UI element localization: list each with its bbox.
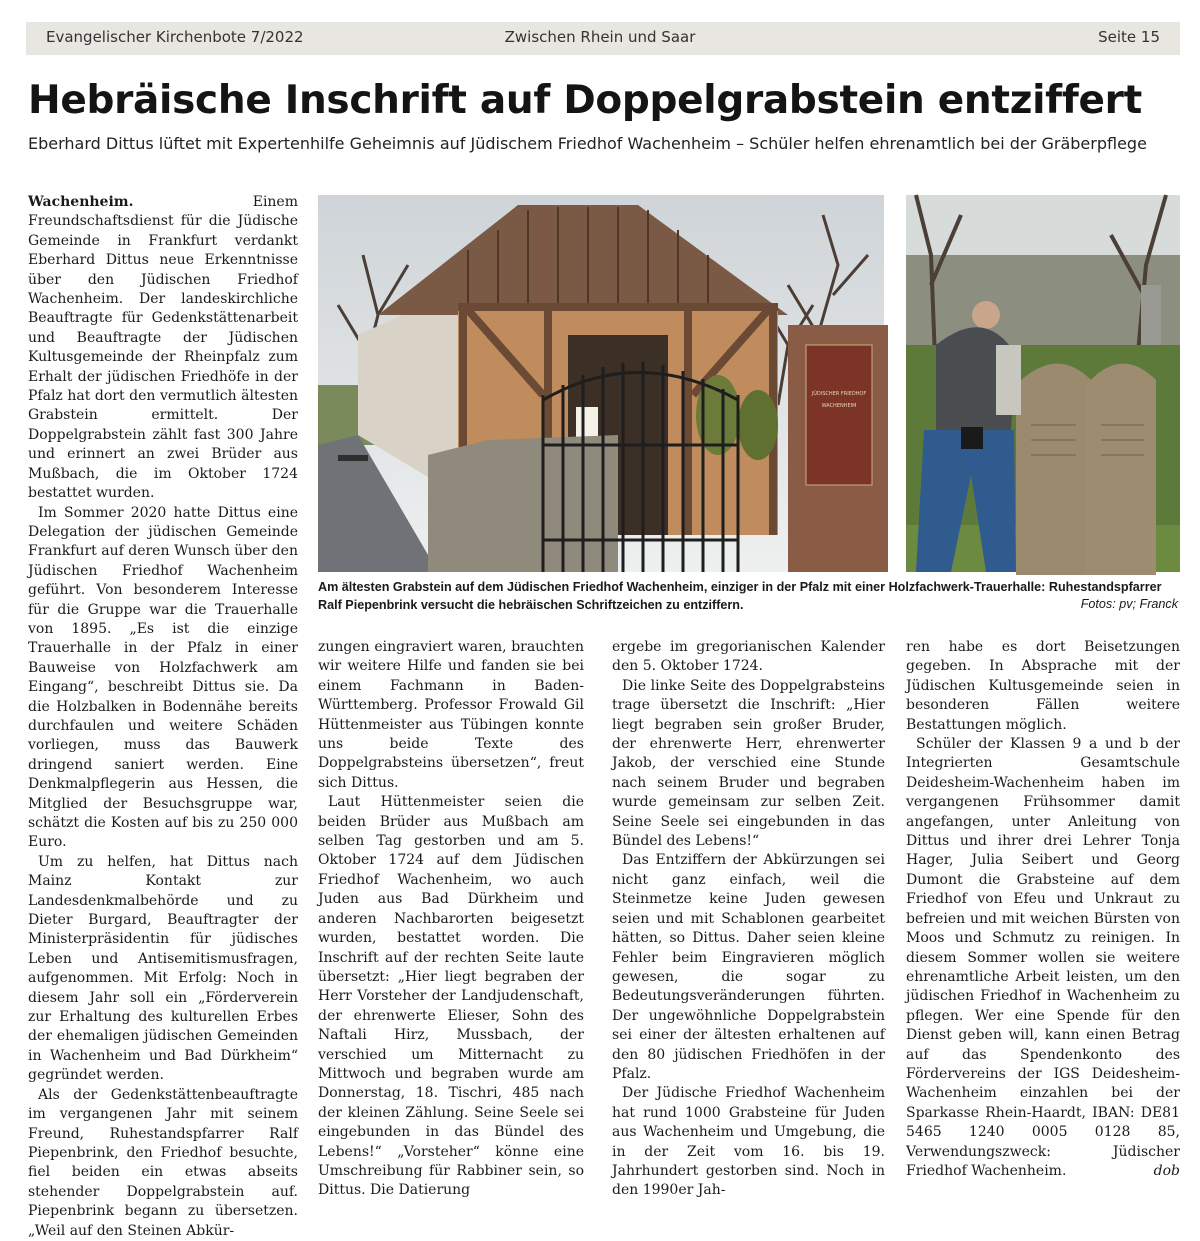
publication-name: Evangelischer Kirchenbote 7/2022 — [46, 28, 304, 46]
paragraph-text: Schüler der Klassen 9 a und b der Integrierten Gesamtschule Deidesheim-Wachenheim haben im vergangenen Frühsommer damit angefangen, unter Anleitung von Dittus und ihrer drei Lehrer Tonja Hager, Julia Seibert und Georg Dumont die Grabsteine auf dem Friedhof von Efeu und Unkraut zu befreien und mit weichen Bürsten von Moos und Schmutz zu reinigen. In diesem Sommer wollen sie weitere ehrenamtliche Arbeit leisten, um den jüdischen Friedhof in Wachenheim zu pflegen. Wer eine Spende für den Dienst geben will, kann einen Betrag auf das Spendenkonto des Fördervereins der IGS Deidesheim-Wachenheim einzahlen bei der Sparkasse Rhein-Haardt, IBAN: DE81 5465 1240 0005 0128 85, Verwendungszweck: Jüdischer Friedhof Wachenheim. — [906, 736, 1180, 1179]
photo-credit: Fotos: pv; Franck — [1080, 597, 1178, 611]
paragraph: ren habe es dort Beisetzungen gegeben. In Absprache mit der Jüdischen Kultusgemeinde seien in besonderen Fällen weitere Bestattungen möglich. — [906, 639, 1180, 733]
paragraph: zungen eingraviert waren, brauchten wir weitere Hilfe und fanden sie bei einem Fachmann in Baden-Württemberg. Professor Frowald Gil Hüttenmeister aus Tübingen konnte uns beide Texte des Doppelgrabsteins übersetzen“, freut sich Dittus. — [318, 639, 584, 791]
paragraph: Im Sommer 2020 hatte Dittus eine Delegation der jüdischen Gemeinde Frankfurt auf deren Wunsch über den Jüdischen Friedhof Wachenheim geführt. Von besonderem Interesse für die Gruppe war die Trauerhalle von 1895. „Es ist die einzige Trauerhalle in der Pfalz in einer Bauweise von Holzfachwerk am Eingang“, beschreibt Dittus sie. Da die Holzbalken in Bodennähe bereits durchfaulen und weitere Schäden vorliegen, muss das Bauwerk dringend saniert werden. Eine Denkmalpflegerin aus Hessen, die Mitglied der Besuchsgruppe war, schätzt die Kosten auf bis zu 250 000 Euro. — [28, 504, 298, 851]
sign-line-2: WACHENHEIM — [821, 403, 857, 409]
paragraph: Das Entziffern der Abkürzungen sei nicht ganz einfach, weil die Steinmetze keine Juden gewesen seien und mit Schablonen gearbeitet hätten, so Dittus. Daher seien kleine Fehler beim Eingravieren möglich gewesen, die sogar zu Bedeutungsveränderungen führten. Der ungewöhnliche Doppelgrabstein sei einer der ältesten erhaltenen auf den 80 jüdischen Friedhöfen in der Pfalz. — [612, 852, 885, 1082]
article-column-1 — [28, 193, 298, 1239]
page-number: Seite 15 — [1098, 28, 1160, 46]
section-title: Zwischen Rhein und Saar — [504, 28, 696, 46]
paragraph: Der Jüdische Friedhof Wachenheim hat rund 1000 Grabsteine für Juden aus Wachenheim und Umgebung, die in der Zeit vom 16. bis 19. Jahrhundert gestorben sind. Noch in den 1990er Jah- — [612, 1085, 885, 1199]
dateline: Wachenheim. — [28, 194, 134, 210]
author-signature: dob — [1153, 1162, 1180, 1179]
article-subheadline: Eberhard Dittus lüftet mit Expertenhilfe Geheimnis auf Jüdischem Friedhof Wachenheim – Schüler helfen ehrenamtlich bei der Gräberpflege — [28, 134, 1147, 153]
paragraph-text: Einem Freundschaftsdienst für die Jüdische Gemeinde in Frankfurt verdankt Eberhard Dittus neue Erkenntnisse über den Jüdischen Friedhof Wachenheim. Der landeskirchliche Beauftragte für Gedenkstättenarbeit und Beauftragte der Jüdischen Kultusgemeinde der Rheinpfalz zum Erhalt der jüdischen Friedhöfe in der Pfalz hat dort den vermutlich ältesten Grabstein ermittelt. Der Doppelgrabstein zählt fast 300 Jahre und erinnert an zwei Brüder aus Mußbach, die im Oktober 1724 bestattet wurden. — [28, 194, 298, 502]
article-column-3 — [612, 638, 885, 1199]
article-column-2 — [318, 638, 584, 1199]
paragraph — [906, 735, 1180, 1181]
photo-pastor-gravestone — [906, 195, 1180, 572]
photo-mourning-hall — [318, 195, 884, 572]
paragraph: Um zu helfen, hat Dittus nach Mainz Kontakt zur Landesdenkmalbehörde und zu Dieter Burgard, Beauftragter der Ministerpräsidentin für jüdisches Leben und Antisemitismusfragen, aufgenommen. Mit Erfolg: Noch in diesem Jahr soll ein „Förderverein zur Erhaltung des kulturellen Erbes der ehemaligen jüdischen Gemeinden in Wachenheim und Bad Dürkheim“ gegründet werden. — [28, 853, 298, 1084]
article-headline: Hebräische Inschrift auf Doppelgrabstein entziffert — [28, 78, 1142, 123]
photo-caption: Am ältesten Grabstein auf dem Jüdischen Friedhof Wachenheim, einziger in der Pfalz mit einer Holzfachwerk-Trauerhalle: Ruhestandspfarrer Ralf Piepenbrink versucht die hebräischen Schriftzeichen zu entziffern. — [318, 580, 1162, 612]
paragraph: Laut Hüttenmeister seien die beiden Brüder aus Mußbach am selben Tag gestorben und am 5. Oktober 1724 auf dem Jüdischen Friedhof Wachenheim, wo auch Juden aus Bad Dürkheim und anderen Nachbarorten beigesetzt wurden, bestattet worden. Die Inschrift auf der rechten Seite laute übersetzt: „Hier liegt begraben der Herr Vorsteher der Landjudenschaft, der ehrenwerte Elieser, Sohn des Naftali Hirz, Mussbach, der verschied um Mitternacht zu Mittwoch und begraben wurde am Donnerstag, 18. Tischri, 485 nach der kleinen Zählung. Seine Seele sei eingebunden in das Bündel des Lebens!“ „Vorsteher“ könne eine Umschreibung für Rabbiner sein, so Dittus. Die Datierung — [318, 794, 584, 1199]
paragraph: Die linke Seite des Doppelgrabsteins trage übersetzt die Inschrift: „Hier liegt begraben sein großer Bruder, der ehrenwerte Herr, ehrenwerter Jakob, der verschied eine Stunde nach seinem Bruder und begraben wurde gemeinsam zur selben Zeit. Seine Seele sei eingebunden in das Bündel des Lebens!“ — [612, 677, 885, 850]
article-column-4 — [906, 638, 1180, 1179]
paragraph — [28, 193, 298, 504]
paragraph: ergebe im gregorianischen Kalender den 5. Oktober 1724. — [612, 639, 885, 675]
sign-line-1: JÜDISCHER FRIEDHOF — [811, 391, 867, 397]
paragraph: Als der Gedenkstättenbeauftragte im vergangenen Jahr mit seinem Freund, Ruhestandspfarrer Ralf Piepenbrink, den Friedhof besuchte, fiel beiden ein etwas abseits stehender Doppelgrabstein auf. Piepenbrink begann zu übersetzen. „Weil auf den Steinen Abkür- — [28, 1086, 298, 1239]
